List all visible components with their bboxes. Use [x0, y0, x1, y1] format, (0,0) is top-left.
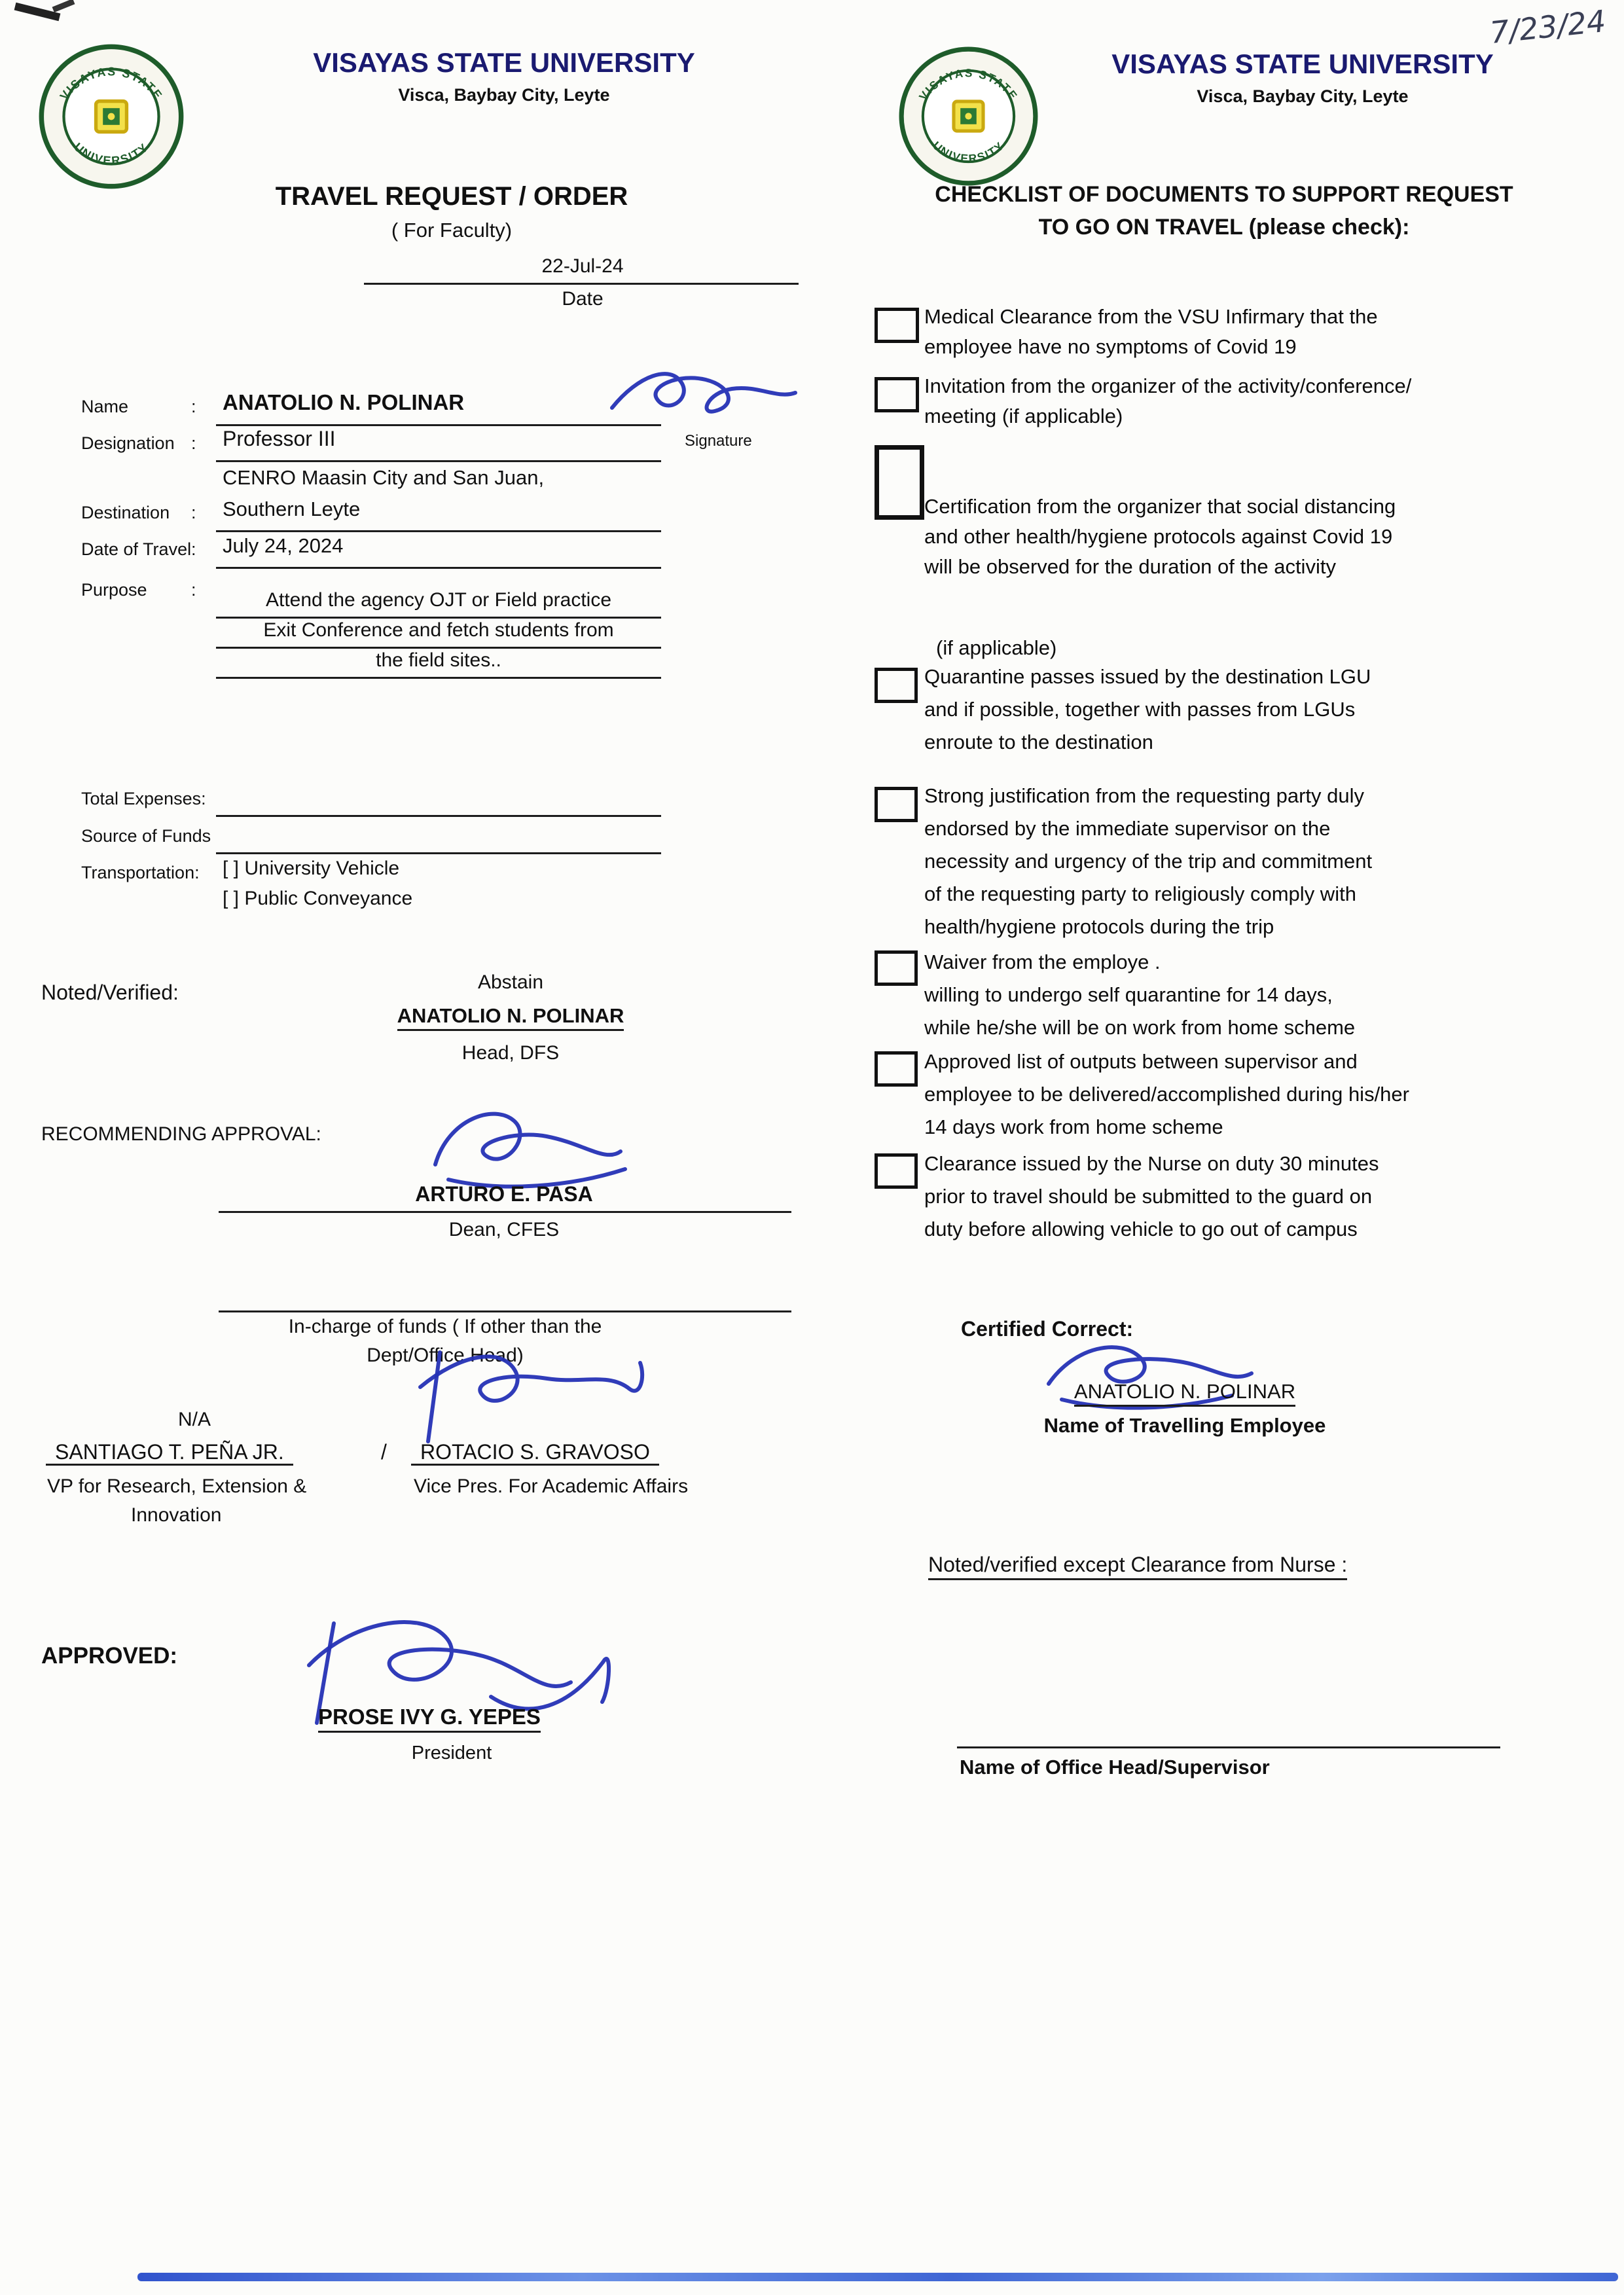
checklist-item-text: Quarantine passes issued by the destination LGU [924, 665, 1371, 688]
office-head-underline [957, 1746, 1500, 1748]
purpose-line: Exit Conference and fetch students from [263, 619, 614, 641]
destination-underline [216, 530, 661, 532]
checklist-item-text: Approved list of outputs between supervisor and [924, 1050, 1358, 1073]
noted-title: Head, DFS [461, 1042, 560, 1064]
incharge-name2: ROTACIO S. GRAVOSO [411, 1440, 659, 1466]
designation-underline [216, 460, 661, 462]
checklist-item-text: endorsed by the immediate supervisor on the [924, 817, 1331, 840]
right-university-name: VISAYAS STATE UNIVERSITY [1111, 48, 1494, 79]
travel-date-colon: : [191, 539, 196, 559]
checklist-item-text: duty before allowing vehicle to go out of campus [924, 1218, 1358, 1240]
approved-name: PROSE IVY G. YEPES [318, 1705, 541, 1733]
checklist-item-text: health/hygiene protocols during the trip [924, 915, 1274, 938]
destination-colon: : [191, 503, 196, 522]
checkbox [875, 668, 918, 703]
destination-value: Southern Leyte [223, 497, 361, 520]
approved-label: APPROVED: [41, 1643, 178, 1669]
checkbox [875, 1153, 918, 1189]
left-university-address: Visca, Baybay City, Leyte [398, 85, 610, 105]
checklist-item-text: 14 days work from home scheme [924, 1115, 1223, 1138]
certified-name-wrap [1008, 1380, 1362, 1403]
signature-label: Signature [685, 432, 752, 450]
incharge-title1b: Innovation [131, 1504, 222, 1526]
checkbox [875, 950, 918, 986]
purpose-line: Attend the agency OJT or Field practice [265, 589, 612, 611]
noted-except-text: Noted/verified except Clearance from Nurse : [928, 1553, 1347, 1580]
transportation-label: Transportation: [81, 863, 200, 882]
date-value: 22-Jul-24 [541, 255, 624, 277]
checklist-item-text: Certification from the organizer that social distancing [924, 495, 1396, 518]
checklist-item-text: Clearance issued by the Nurse on duty 30 minutes [924, 1152, 1379, 1175]
transport-option-university-vehicle: [ ] University Vehicle [223, 858, 400, 879]
name-label: Name [81, 397, 129, 416]
name-value: ANATOLIO N. POLINAR [223, 390, 465, 414]
checkbox [875, 787, 918, 822]
transport-option-public-conveyance: [ ] Public Conveyance [223, 888, 413, 909]
incharge-title2: Vice Pres. For Academic Affairs [414, 1475, 689, 1497]
source-of-funds-label: Source of Funds [81, 826, 211, 846]
name-underline [216, 424, 661, 426]
checklist-item-text: Waiver from the employe . [924, 950, 1161, 973]
incharge-name1: SANTIAGO T. PEÑA JR. [46, 1440, 293, 1466]
noted-name-wrap [281, 1004, 740, 1028]
handwritten-date: 7/23/24 [1488, 3, 1608, 51]
purpose-colon: : [191, 580, 196, 600]
destination-line1: CENRO Maasin City and San Juan, [223, 466, 545, 489]
na-value: N/A [178, 1409, 211, 1430]
date-label: Date [562, 288, 604, 310]
right-university-address: Visca, Baybay City, Leyte [1197, 86, 1409, 106]
approved-name-wrap [318, 1705, 541, 1729]
noted-status: Abstain [477, 971, 544, 993]
checklist-title-line2: TO GO ON TRAVEL (please check): [1038, 215, 1410, 240]
purpose-underline [216, 647, 661, 649]
incharge-slash: / [381, 1440, 387, 1464]
svg-text:UNIVERSITY: UNIVERSITY [929, 138, 1007, 166]
noted-verified-label: Noted/Verified: [41, 981, 179, 1004]
designation-colon: : [191, 433, 196, 453]
checkbox [875, 445, 924, 520]
travel-date-value: July 24, 2024 [223, 534, 344, 557]
recommending-name: ARTURO E. PASA [415, 1182, 593, 1206]
date-underline [364, 283, 799, 285]
purpose-label: Purpose [81, 580, 147, 600]
purpose-underline [216, 617, 661, 619]
office-head-label: Name of Office Head/Supervisor [960, 1756, 1270, 1779]
incharge-title1a: VP for Research, Extension & [47, 1475, 307, 1497]
employee-signature [602, 359, 805, 437]
checklist-item-text: will be observed for the duration of the activity [924, 555, 1336, 578]
noted-name: ANATOLIO N. POLINAR [397, 1004, 624, 1031]
svg-text:UNIVERSITY: UNIVERSITY [71, 140, 151, 168]
certified-correct-label: Certified Correct: [961, 1317, 1134, 1341]
vsu-seal-icon [38, 43, 185, 190]
checklist-item-text: and if possible, together with passes from LGUs [924, 698, 1356, 721]
checklist-item-text: prior to travel should be submitted to the guard on [924, 1185, 1373, 1208]
designation-value: Professor III [223, 427, 336, 450]
vp-signature [406, 1325, 661, 1456]
checklist-item-text: Strong justification from the requesting party duly [924, 784, 1365, 807]
scan-artifact [52, 0, 75, 12]
purpose-line: the field sites.. [376, 649, 501, 671]
checklist-item-text: Medical Clearance from the VSU Infirmary that the [924, 305, 1378, 328]
checklist-item-text: necessity and urgency of the trip and commitment [924, 850, 1373, 873]
travel-date-label: Date of Travel [81, 539, 192, 559]
purpose-underline [216, 677, 661, 679]
total-expenses-label: Total Expenses: [81, 789, 206, 808]
checklist-item-text: while he/she will be on work from home scheme [924, 1016, 1356, 1039]
checkbox [875, 1051, 918, 1087]
certified-name: ANATOLIO N. POLINAR [1074, 1380, 1295, 1407]
checkbox [875, 308, 919, 343]
checklist-item-text: and other health/hygiene protocols against Covid 19 [924, 525, 1393, 548]
svg-text:VISAYAS STATE: VISAYAS STATE [57, 65, 166, 103]
checklist-item-text: meeting (if applicable) [924, 405, 1123, 427]
source-of-funds-underline [216, 852, 661, 854]
scan-edge-strip [137, 2273, 1618, 2281]
vsu-seal-icon [898, 46, 1039, 187]
checklist-item-text: willing to undergo self quarantine for 14 days, [924, 983, 1333, 1006]
checklist-title-line1: CHECKLIST OF DOCUMENTS TO SUPPORT REQUEST [935, 182, 1513, 207]
checklist-item-text: employee have no symptoms of Covid 19 [924, 335, 1297, 358]
checklist-item-text: Invitation from the organizer of the activity/conference/ [924, 374, 1412, 397]
destination-label: Destination [81, 503, 170, 522]
incharge-line2: Dept/Office Head) [367, 1345, 524, 1366]
incharge-line1: In-charge of funds ( If other than the [288, 1316, 602, 1337]
travel-date-underline [216, 567, 661, 569]
recommending-title: Dean, CFES [448, 1219, 560, 1240]
total-expenses-underline [216, 815, 661, 817]
name-colon: : [191, 397, 196, 416]
certified-title: Name of Travelling Employee [1043, 1414, 1326, 1437]
incharge-topline [219, 1310, 791, 1312]
svg-text:VISAYAS STATE: VISAYAS STATE [916, 66, 1021, 103]
checkbox [875, 377, 919, 412]
incharge-name1-wrap [46, 1440, 293, 1464]
checklist-item-text: enroute to the destination [924, 731, 1153, 753]
left-university-name: VISAYAS STATE UNIVERSITY [313, 47, 695, 78]
checklist-item-text: (if applicable) [936, 636, 1057, 659]
form-title: TRAVEL REQUEST / ORDER [275, 182, 628, 211]
noted-except-wrap [928, 1553, 1347, 1577]
checklist-item-text: employee to be delivered/accomplished during his/her [924, 1083, 1409, 1106]
form-subtitle: ( For Faculty) [391, 219, 513, 242]
checklist-item-text: of the requesting party to religiously comply with [924, 882, 1356, 905]
approved-title: President [411, 1743, 492, 1763]
recommending-underline [219, 1211, 791, 1213]
recommending-approval-label: RECOMMENDING APPROVAL: [41, 1123, 321, 1145]
designation-label: Designation [81, 433, 175, 453]
